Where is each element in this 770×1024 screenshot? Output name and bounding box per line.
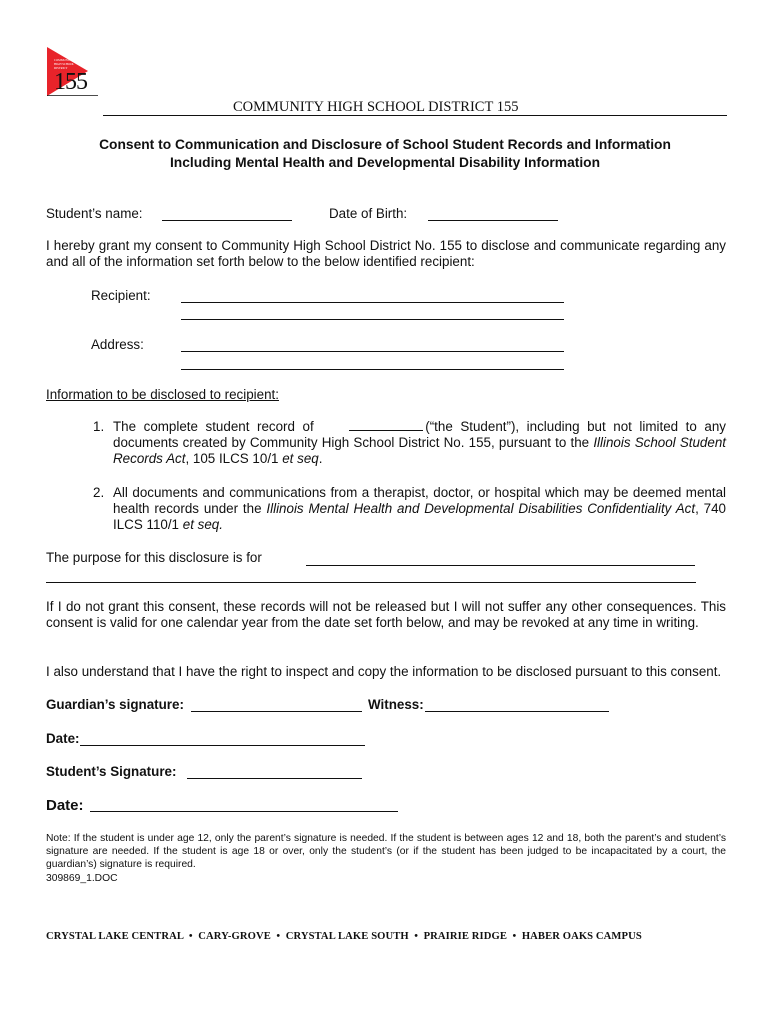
guardian-signature-field[interactable] xyxy=(191,711,362,712)
dob-field[interactable] xyxy=(428,220,558,221)
footer-bullet: • xyxy=(414,931,419,942)
campus-haber-oaks: HABER OAKS CAMPUS xyxy=(521,931,642,942)
item-1-et-seq: et seq xyxy=(282,451,319,466)
student-name-field[interactable] xyxy=(162,220,292,221)
address-label: Address: xyxy=(91,337,144,352)
purpose-field-line-2[interactable] xyxy=(46,582,696,583)
recipient-field-line-1[interactable] xyxy=(181,302,564,303)
item-1-text xyxy=(113,419,726,467)
footer-bullet: • xyxy=(512,931,517,942)
campus-crystal-lake-south: CRYSTAL LAKE SOUTH xyxy=(285,931,409,942)
footer-campuses xyxy=(46,930,706,944)
item-2-part-c: , 740 ILCS 110/1 xyxy=(113,501,726,532)
page-title xyxy=(40,136,730,172)
title-line-2: Including Mental Health and Developmental Disability Information xyxy=(169,155,601,170)
item-2-part-a: All documents and communications from a therapist, doctor, or hospital which may be deemed mental health records under the xyxy=(113,485,726,516)
item-1-part-b: (“the Student”), including but not limited to any documents created by Community High School District No. 155, pursuant to the xyxy=(113,419,726,450)
district-logo xyxy=(44,44,104,96)
address-field-line-2[interactable] xyxy=(181,369,564,370)
consent-terms-paragraph: If I do not grant this consent, these records will not be released but I will not suffer any other consequences. This consent is valid for one calendar year from the date set forth below, and may be revoked at any time in writing. xyxy=(46,599,726,630)
date-field-2[interactable] xyxy=(90,811,398,812)
logo-tiny-text: COMMUNITY HIGH SCHOOL DISTRICT xyxy=(54,58,75,70)
student-name-label: Student’s name: xyxy=(46,206,143,221)
address-field-line-1[interactable] xyxy=(181,351,564,352)
item-2-act: Illinois Mental Health and Developmental Disabilities Confidentiality Act xyxy=(266,501,696,516)
campus-prairie-ridge: PRAIRIE RIDGE xyxy=(423,931,508,942)
item-2-et-seq: et seq. xyxy=(182,517,223,532)
header-rule xyxy=(103,115,727,116)
item-1-number: 1. xyxy=(93,419,105,434)
student-signature-label: Student’s Signature: xyxy=(46,764,177,779)
district-header: COMMUNITY HIGH SCHOOL DISTRICT 155 xyxy=(233,99,519,115)
guardian-signature-label: Guardian’s signature: xyxy=(46,697,184,712)
logo-number: 155 xyxy=(54,69,87,95)
witness-field[interactable] xyxy=(425,711,609,712)
student-record-name-field[interactable] xyxy=(349,430,423,431)
purpose-field-line-1[interactable] xyxy=(306,565,695,566)
dob-label: Date of Birth: xyxy=(329,206,408,221)
witness-label: Witness: xyxy=(368,697,424,712)
student-signature-field[interactable] xyxy=(187,778,362,779)
footer-bullet: • xyxy=(188,931,193,942)
date-field-1[interactable] xyxy=(80,745,365,746)
note-text: Note: If the student is under age 12, only the parent’s signature is needed. If the student is between ages 12 and 18, both the parent’s and student’s signature are needed. If the student is age 18 or over, only the student’s (or if the student has been judged to be incapacitated by a court, the guardian’s) signature is required. xyxy=(46,833,726,870)
consent-paragraph: I hereby grant my consent to Community High School District No. 155 to disclose and communicate regarding any and all of the information set forth below to the below identified recipient: xyxy=(46,238,726,269)
rights-paragraph: I also understand that I have the right to inspect and copy the information to be disclosed pursuant to this consent. xyxy=(46,664,722,679)
date-label-2: Date: xyxy=(46,797,84,814)
item-1-part-a: The complete student record of xyxy=(113,419,314,434)
info-heading: Information to be disclosed to recipient: xyxy=(46,387,279,402)
recipient-field-line-2[interactable] xyxy=(181,319,564,320)
doc-id: 309869_1.DOC xyxy=(46,873,118,884)
item-2-number: 2. xyxy=(93,485,105,500)
item-1-part-c: , 105 ILCS 10/1 xyxy=(185,451,279,466)
footer-bullet: • xyxy=(276,931,281,942)
title-line-1: Consent to Communication and Disclosure of School Student Records and Information xyxy=(99,137,671,152)
date-label-1: Date: xyxy=(46,731,80,746)
item-1-part-d: . xyxy=(318,451,323,466)
item-2-text xyxy=(113,485,726,533)
purpose-label: The purpose for this disclosure is for xyxy=(46,550,262,565)
campus-crystal-lake-central: CRYSTAL LAKE CENTRAL xyxy=(46,931,184,942)
recipient-label: Recipient: xyxy=(91,288,151,303)
campus-cary-grove: CARY-GROVE xyxy=(198,931,271,942)
item-1-act: Illinois School Student Records Act xyxy=(113,435,726,466)
